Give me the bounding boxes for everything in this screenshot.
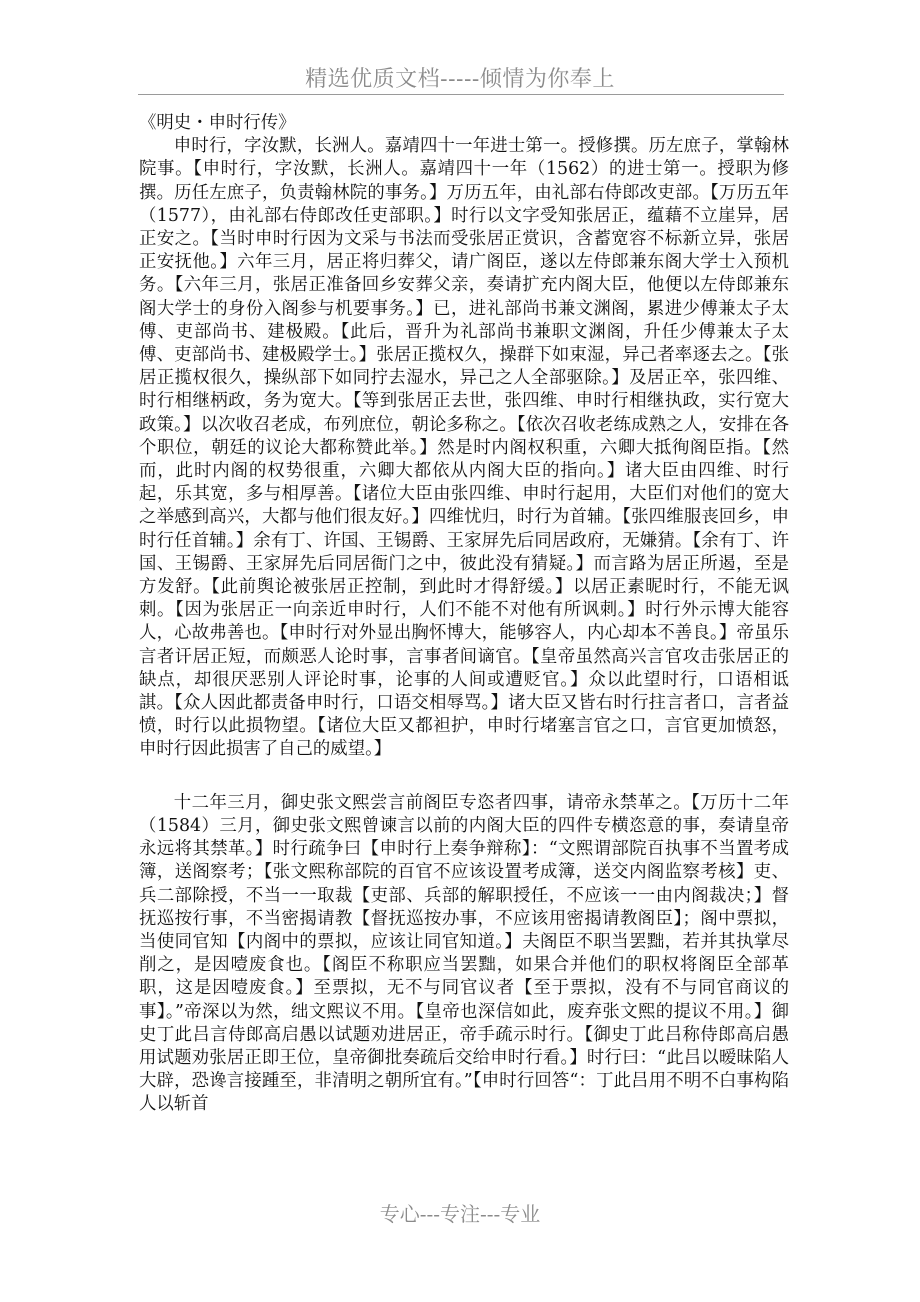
header-divider — [138, 94, 784, 95]
page-header: 精选优质文档-----倾情为你奉上 — [305, 67, 615, 92]
document-body — [139, 112, 789, 1117]
document-title: 《明史・申时行传》 — [139, 113, 296, 133]
paragraph-1: 申时行，字汝默，长洲人。嘉靖四十一年进士第一。授修撰。历左庶子，掌翰林院事。【申时行，字汝默，长洲人。嘉靖四十一年（1562）的进士第一。授职为修撰。历任左庶子，负责翰林院的事务。】万历五年，由礼部右侍郎改吏部。【万历五年（1577），由礼部右侍郎改任吏部职。】时行以文字受知张居正，蕴藉不立崖异，居正安之。【当时申时行因为文采与书法而受张居正赏识，含蓄宽容不标新立异，张居正安抚他。】六年三月，居正将归葬父，请广阁臣，遂以左侍郎兼东阁大学士入预机务。【六年三月，张居正准备回乡安葬父亲，奏请扩充内阁大臣，他便以左侍郎兼东阁大学士的身份入阁参与机要事务。】已，进礼部尚书兼文渊阁，累进少傅兼太子太傅、吏部尚书、建极殿。【此后，晋升为礼部尚书兼职文渊阁，升任少傅兼太子太傅、吏部尚书、建极殿学士。】张居正揽权久，操群下如束湿，异己者率逐去之。【张居正揽权很久，操纵部下如同拧去湿水，异己之人全部驱除。】及居正卒，张四维、时行相继柄政，务为宽大。【等到张居正去世，张四维、申时行相继执政，实行宽大政策。】以次收召老成，布列庶位，朝论多称之。【依次召收老练成熟之人，安排在各个职位，朝廷的议论大都称赞此举。】然是时内阁权积重，六卿大抵徇阁臣指。【然而，此时内阁的权势很重，六卿大都依从内阁大臣的指向。】诸大臣由四维、时行起，乐其宽，多与相厚善。【诸位大臣由张四维、申时行起用，大臣们对他们的宽大之举感到高兴，大都与他们很友好。】四维忧归，时行为首辅。【张四维服丧回乡，申时行任首辅。】余有丁、许国、王锡爵、王家屏先后同居政府，无嫌猜。【余有丁、许国、王锡爵、王家屏先后同居衙门之中，彼此没有猜疑。】而言路为居正所遏，至是方发舒。【此前舆论被张居正控制，到此时才得舒缓。】以居正素昵时行，不能无讽刺。【因为张居正一向亲近申时行，人们不能不对他有所讽刺。】时行外示博大能容人，心故弗善也。【申时行对外显出胸怀博大，能够容人，内心却本不善良。】帝虽乐言者讦居正短，而颇恶人论时事，言事者间谪官。【皇帝虽然高兴言官攻击张居正的缺点，却很厌恶别人评论时事，论事的人间或遭贬官。】众以此望时行，口语相诋諆。【众人因此都责备申时行，口语交相辱骂。】诸大臣又皆右时行拄言者口，言者益愤，时行以此损物望。【诸位大臣又都袒护，申时行堵塞言官之口，言官更加愤怒，申时行因此损害了自己的威望。】 — [139, 136, 789, 760]
paragraph-2: 十二年三月，御史张文熙尝言前阁臣专恣者四事，请帝永禁革之。【万历十二年（1584）三月，御史张文熙曾谏言以前的内阁大臣的四件专横恣意的事，奏请皇帝永远将其禁革。】时行疏争曰【申时行上奏争辩称】：“文熙谓部院百执事不当置考成簿，送阁察考；【张文熙称部院的百官不应该设置考成簿，送交内阁监察考核】吏、兵二部除授，不当一一取裁【吏部、兵部的解职授任，不应该一一由内阁裁决；】督抚巡按行事，不当密揭请教【督抚巡按办事，不应该用密揭请教阁臣】；阁中票拟，当使同官知【内阁中的票拟，应该让同官知道。】夫阁臣不职当罢黜，若并其执掌尽削之，是因噎废食也。【阁臣不称职应当罢黜，如果合并他们的职权将阁臣全部革职，这是因噎废食。】至票拟，无不与同官议者【至于票拟，没有不与同官商议的事】。”帝深以为然，绌文熙议不用。【皇帝也深信如此，废弃张文熙的提议不用。】御史丁此吕言侍郎高启愚以试题劝进居正，帝手疏示时行。【御史丁此吕称侍郎高启愚用试题劝张居正即王位，皇帝御批奏疏后交给申时行看。】时行曰：“此吕以暧昧陷人大辟，恐谗言接踵至，非清明之朝所宜有。”【申时行回答“：丁此吕用不明不白事构陷人以斩首 — [139, 792, 789, 1115]
paragraph-gap — [139, 762, 789, 792]
page-footer: 专心---专注---专业 — [379, 1202, 541, 1226]
